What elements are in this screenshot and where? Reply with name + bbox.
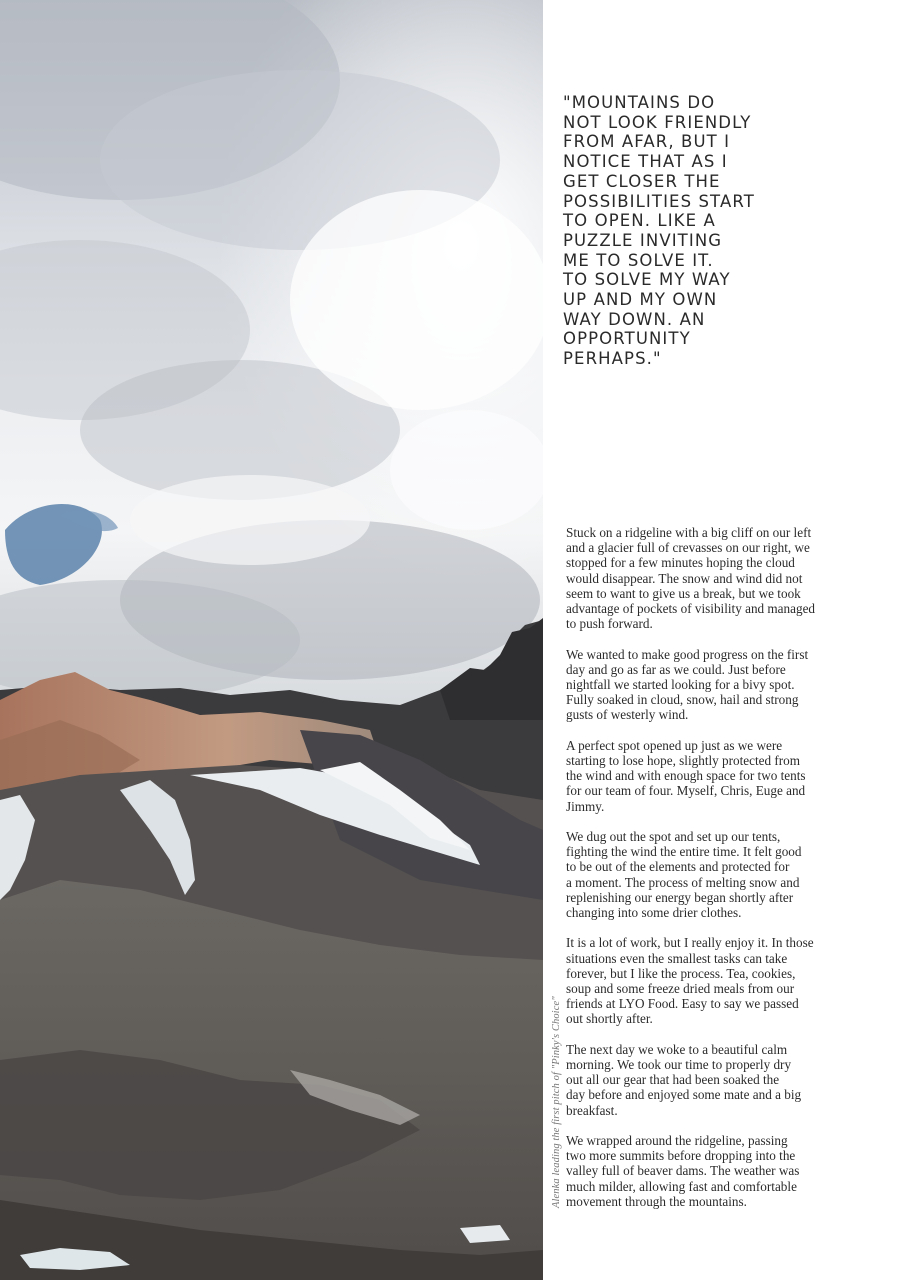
paragraph: [566, 829, 851, 920]
text-line: forever, but I like the process. Tea, cookies,: [566, 965, 796, 981]
article-body: [566, 525, 851, 1224]
text-line: out all our gear that had been soaked the: [566, 1072, 780, 1088]
text-line: friends at LYO Food. Easy to say we passed: [566, 996, 799, 1012]
text-line: movement through the mountains.: [566, 1193, 747, 1209]
text-line: valley full of beaver dams. The weather was: [566, 1163, 800, 1179]
text-line: for our team of four. Myself, Chris, Euge and: [566, 783, 806, 799]
text-line: We dug out the spot and set up our tents,: [566, 829, 781, 845]
text-line: stopped for a few minutes hoping the cloud: [566, 555, 795, 571]
text-line: It is a lot of work, but I really enjoy it. In those: [566, 935, 814, 951]
quote-line: POSSIBILITIES START: [563, 191, 755, 211]
paragraph: [566, 1133, 851, 1209]
text-line: Fully soaked in cloud, snow, hail and strong: [566, 692, 799, 708]
text-line: nightfall we started looking for a bivy spot.: [566, 677, 795, 693]
text-line: A perfect spot opened up just as we were: [566, 737, 783, 753]
quote-line: NOT LOOK FRIENDLY: [563, 112, 752, 132]
text-line: two more summits before dropping into the: [566, 1148, 796, 1164]
text-line: and a glacier full of crevasses on our right, we: [566, 540, 810, 556]
text-line: The next day we woke to a beautiful calm: [566, 1041, 788, 1057]
text-line: fighting the wind the entire time. It felt good: [566, 844, 802, 860]
paragraph: [566, 738, 851, 814]
text-line: breakfast.: [566, 1102, 618, 1118]
text-line: to be out of the elements and protected for: [566, 859, 790, 875]
quote-line: UP AND MY OWN: [563, 290, 718, 310]
text-line: morning. We took our time to properly dry: [566, 1057, 792, 1073]
text-line: soup and some freeze dried meals from our: [566, 981, 795, 997]
text-line: seem to want to give us a break, but we took: [566, 585, 801, 601]
text-line: advantage of pockets of visibility and managed: [566, 601, 816, 617]
photo-caption: Alenka leading the first pitch of "Pinky's Choice": [551, 996, 562, 1208]
paragraph: [566, 647, 851, 723]
quote-line: NOTICE THAT AS I: [563, 152, 728, 172]
quote-line: OPPORTUNITY: [563, 329, 691, 349]
quote-line: PERHAPS.": [563, 349, 662, 369]
text-line: We wrapped around the ridgeline, passing: [566, 1133, 788, 1149]
text-line: day before and enjoyed some mate and a big: [566, 1087, 802, 1103]
text-line: much milder, allowing fast and comfortable: [566, 1178, 797, 1194]
text-line: day and go as far as we could. Just before: [566, 661, 786, 677]
text-line: replenishing our energy began shortly after: [566, 889, 794, 905]
quote-line: GET CLOSER THE: [563, 171, 721, 191]
quote-line: TO SOLVE MY WAY: [563, 270, 731, 290]
text-line: starting to lose hope, slightly protected from: [566, 753, 801, 769]
pull-quote: [563, 93, 803, 369]
text-line: the wind and with enough space for two tents: [566, 768, 806, 784]
text-line: a moment. The process of melting snow and: [566, 874, 800, 890]
quote-line: ME TO SOLVE IT.: [563, 250, 714, 270]
quote-line: TO OPEN. LIKE A: [563, 211, 716, 231]
paragraph: [566, 525, 851, 631]
text-line: changing into some drier clothes.: [566, 905, 742, 921]
text-line: would disappear. The snow and wind did not: [566, 570, 803, 586]
text-line: out shortly after.: [566, 1011, 653, 1027]
quote-line: PUZZLE INVITING: [563, 230, 723, 250]
text-line: We wanted to make good progress on the first: [566, 646, 809, 662]
paragraph: [566, 935, 851, 1026]
quote-line: WAY DOWN. AN: [563, 309, 706, 329]
quote-line: "MOUNTAINS DO: [563, 93, 716, 112]
text-line: Jimmy.: [566, 798, 605, 814]
text-line: gusts of westerly wind.: [566, 707, 689, 723]
paragraph: [566, 1042, 851, 1118]
text-line: to push forward.: [566, 616, 653, 632]
text-line: situations even the smallest tasks can take: [566, 950, 788, 966]
quote-line: FROM AFAR, BUT I: [563, 132, 731, 152]
text-line: Stuck on a ridgeline with a big cliff on our left: [566, 525, 812, 540]
